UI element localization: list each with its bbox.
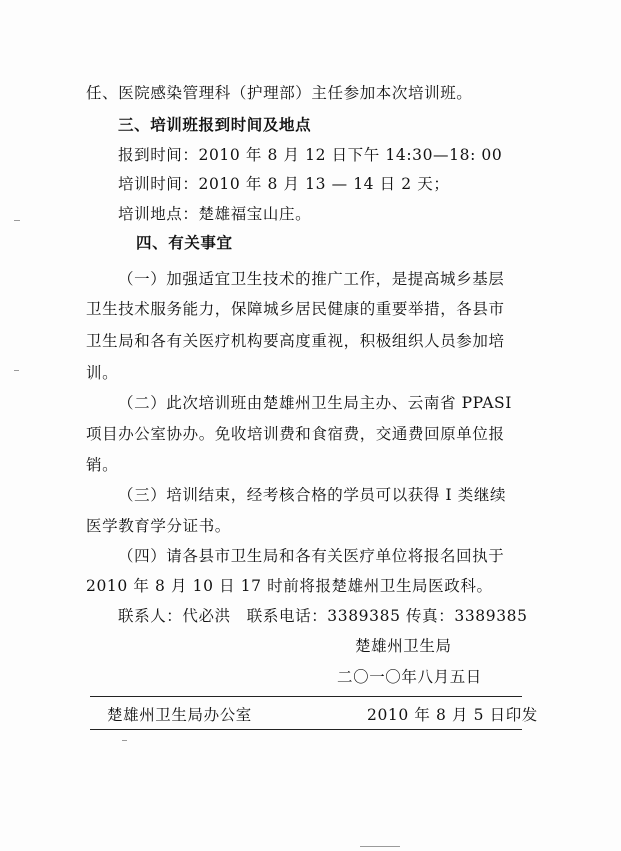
- item-2-line: 项目办公室协办。免收培训费和食宿费，交通费回原单位报: [86, 425, 505, 443]
- checkin-time: 报到时间：2010 年 8 月 12 日下午 14:30—18: 00: [118, 146, 503, 164]
- item-2-line: 销。: [86, 456, 119, 474]
- footer-office: 楚雄州卫生局办公室: [107, 706, 252, 724]
- section-3-heading: 三、培训班报到时间及地点: [118, 116, 312, 134]
- training-time: 培训时间：2010 年 8 月 13 — 14 日 2 天；: [118, 175, 450, 193]
- section-4-heading: 四、有关事宜: [136, 234, 233, 252]
- scan-speck: [14, 370, 19, 371]
- scan-speck: [360, 846, 400, 847]
- contact-line: 联系人：代必洪 联系电话：3389385 传真：3389385: [118, 607, 528, 625]
- item-2-line: （二）此次培训班由楚雄州卫生局主办、云南省 PPASI: [118, 394, 512, 412]
- item-1-line: （一）加强适宜卫生技术的推广工作，是提高城乡基层: [118, 270, 505, 288]
- item-4-line: 2010 年 8 月 10 日 17 时前将报楚雄州卫生局医政科。: [86, 577, 493, 595]
- item-3-line: （三）培训结束，经考核合格的学员可以获得 I 类继续: [118, 486, 507, 504]
- footer-bottom-rule: [90, 729, 522, 730]
- issue-date: 二〇一〇年八月五日: [337, 668, 482, 686]
- item-4-line: （四）请各县市卫生局和各有关医疗单位将报名回执于: [118, 547, 505, 565]
- training-location: 培训地点：楚雄福宝山庄。: [118, 205, 312, 223]
- item-3-line: 医学教育学分证书。: [86, 517, 231, 535]
- item-1-line: 训。: [86, 364, 119, 382]
- item-1-line: 卫生技术服务能力，保障城乡居民健康的重要举措，各县市: [86, 300, 505, 318]
- item-1-line: 卫生局和各有关医疗机构要高度重视，积极组织人员参加培: [86, 332, 505, 350]
- scan-speck: [122, 740, 127, 741]
- issuer-name: 楚雄州卫生局: [355, 637, 452, 655]
- scan-speck: [14, 220, 20, 221]
- continuation-line: 任、医院感染管理科（护理部）主任参加本次培训班。: [86, 84, 473, 102]
- footer-printed-date: 2010 年 8 月 5 日印发: [367, 706, 538, 724]
- footer-top-rule: [90, 696, 522, 697]
